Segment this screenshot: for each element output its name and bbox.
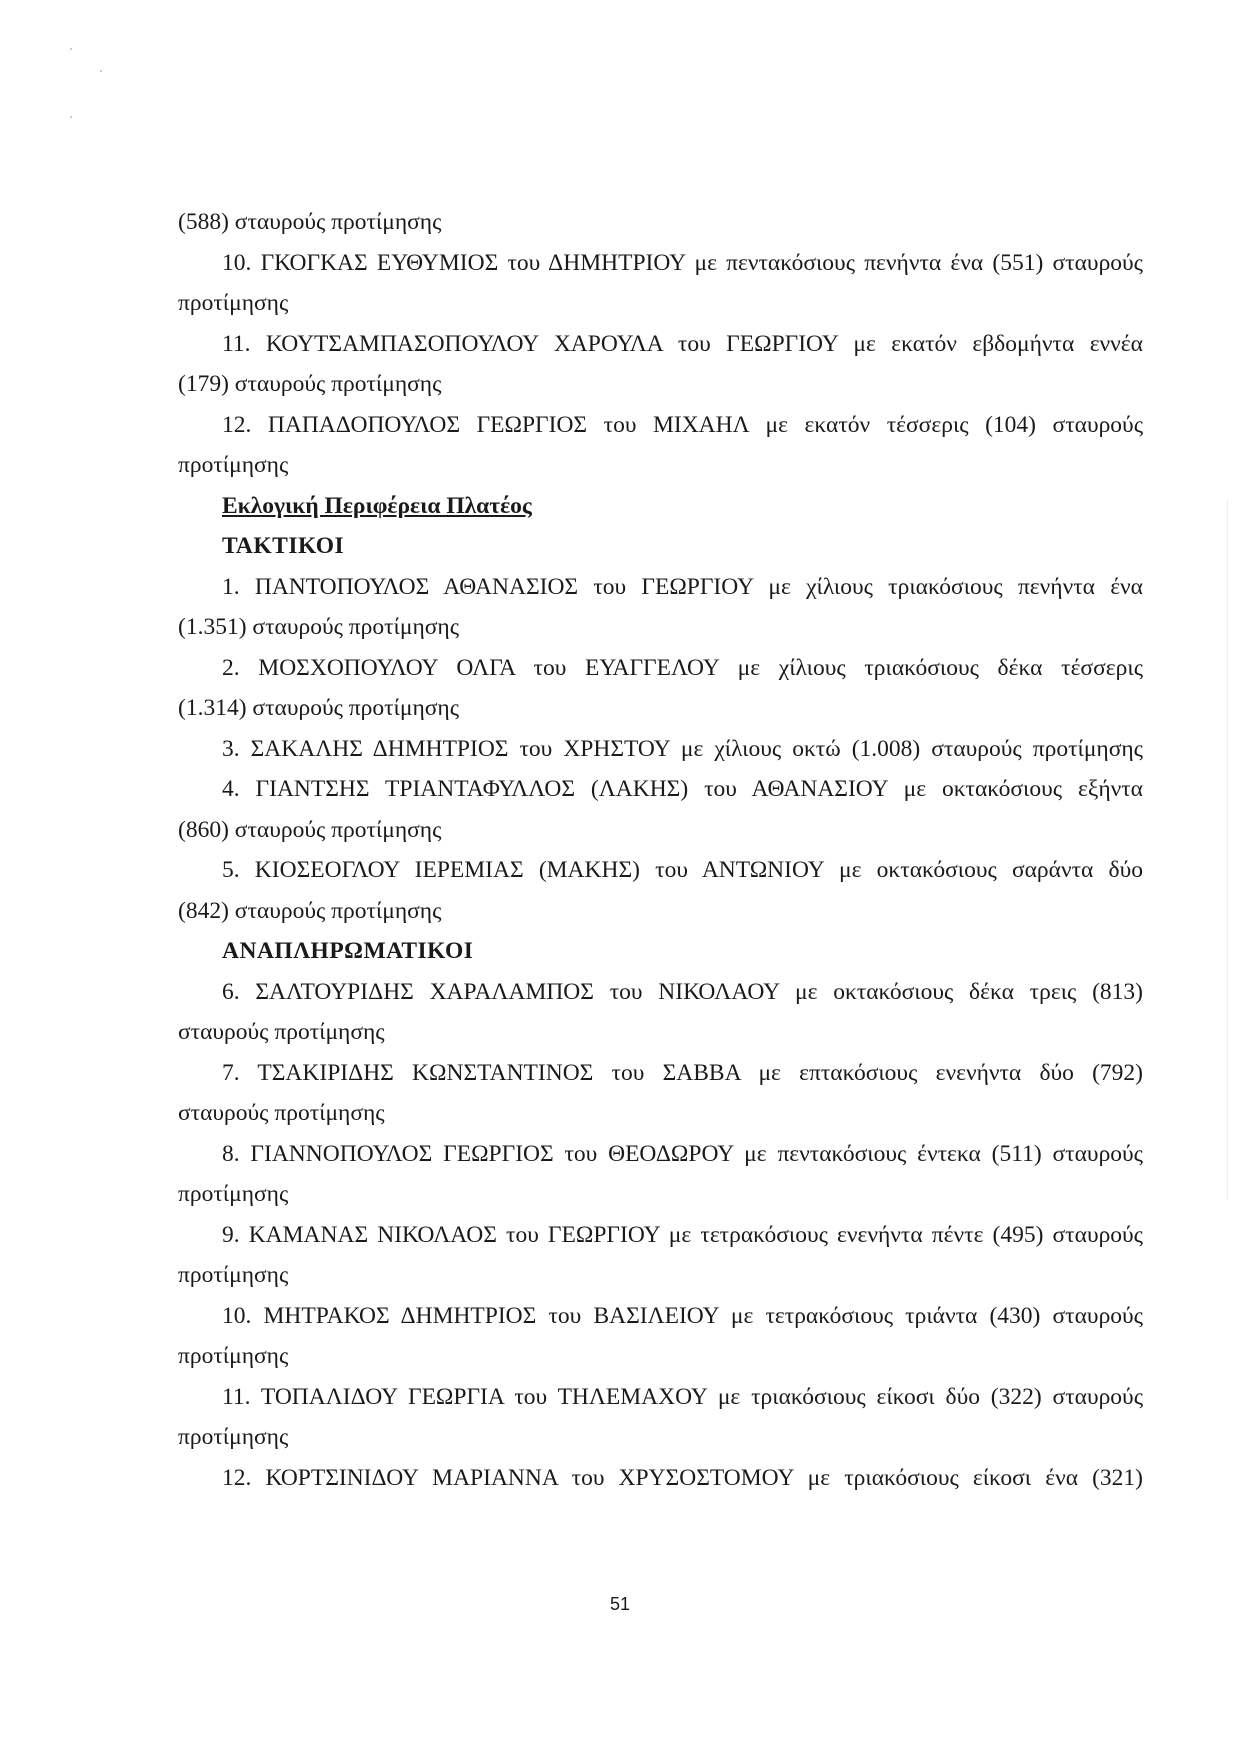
text-line: 2. ΜΟΣΧΟΠΟΥΛΟΥ ΟΛΓΑ του ΕΥΑΓΓΕΛΟΥ με χίλιους τριακόσιους δέκα τέσσερις	[222, 654, 1143, 681]
scan-speck	[100, 70, 102, 72]
section-heading: Εκλογική Περιφέρεια Πλατέος	[222, 492, 532, 519]
scan-speck	[70, 116, 72, 118]
document-body	[178, 202, 1143, 1498]
text-line: (179) σταυρούς προτίμησης	[178, 371, 442, 397]
text-line: προτίμησης	[178, 1262, 289, 1288]
text-line: 7. ΤΣΑΚΙΡΙΔΗΣ ΚΩΝΣΤΑΝΤΙΝΟΣ του ΣΑΒΒΑ με επτακόσιους ενενήντα δύο (792)	[222, 1059, 1143, 1086]
text-line: 11. ΚΟΥΤΣΑΜΠΑΣΟΠΟΥΛΟΥ ΧΑΡΟΥΛΑ του ΓΕΩΡΓΙΟΥ με εκατόν εβδομήντα εννέα	[222, 330, 1143, 357]
text-line: (588) σταυρούς προτίμησης	[178, 209, 442, 235]
text-line: (842) σταυρούς προτίμησης	[178, 897, 442, 924]
scan-speck	[70, 48, 72, 50]
text-line: 10. ΜΗΤΡΑΚΟΣ ΔΗΜΗΤΡΙΟΣ του ΒΑΣΙΛΕΙΟΥ με τετρακόσιους τριάντα (430) σταυρούς	[222, 1302, 1143, 1329]
section-heading: ΤΑΚΤΙΚΟΙ	[222, 533, 345, 559]
text-line: 8. ΓΙΑΝΝΟΠΟΥΛΟΣ ΓΕΩΡΓΙΟΣ του ΘΕΟΔΩΡΟΥ με πεντακόσιους έντεκα (511) σταυρούς	[222, 1140, 1143, 1167]
text-line: προτίμησης	[178, 1424, 289, 1450]
text-line: σταυρούς προτίμησης	[178, 1019, 385, 1045]
page-number: 51	[609, 1594, 631, 1614]
text-line: 4. ΓΙΑΝΤΣΗΣ ΤΡΙΑΝΤΑΦΥΛΛΟΣ (ΛΑΚΗΣ) του ΑΘΑΝΑΣΙΟΥ με οκτακόσιους εξήντα	[222, 776, 1143, 802]
text-line: 11. ΤΟΠΑΛΙΔΟΥ ΓΕΩΡΓΙΑ του ΤΗΛΕΜΑΧΟΥ με τριακόσιους είκοσι δύο (322) σταυρούς	[222, 1383, 1143, 1410]
scan-edge-marks	[1226, 500, 1228, 1200]
text-line: 9. ΚΑΜΑΝΑΣ ΝΙΚΟΛΑΟΣ του ΓΕΩΡΓΙΟΥ με τετρακόσιους ενενήντα πέντε (495) σταυρούς	[222, 1221, 1143, 1248]
text-line: (1.351) σταυρούς προτίμησης	[178, 614, 460, 640]
text-line: 5. ΚΙΟΣΕΟΓΛΟΥ ΙΕΡΕΜΙΑΣ (ΜΑΚΗΣ) του ΑΝΤΩΝΙΟΥ με οκτακόσιους σαράντα δύο	[222, 857, 1143, 883]
text-line: (860) σταυρούς προτίμησης	[178, 816, 442, 843]
text-line: 10. ΓΚΟΓΚΑΣ ΕΥΘΥΜΙΟΣ του ΔΗΜΗΤΡΙΟΥ με πεντακόσιους πενήντα ένα (551) σταυρούς	[222, 249, 1143, 276]
text-line: (1.314) σταυρούς προτίμησης	[178, 695, 460, 721]
text-line: προτίμησης	[178, 1181, 289, 1207]
text-line: 3. ΣΑΚΑΛΗΣ ΔΗΜΗΤΡΙΟΣ του ΧΡΗΣΤΟΥ με χίλιους οκτώ (1.008) σταυρούς προτίμησης	[222, 735, 1143, 762]
section-heading: ΑΝΑΠΛΗΡΩΜΑΤΙΚΟΙ	[222, 938, 474, 964]
text-line: προτίμησης	[178, 1343, 289, 1369]
text-line: 12. ΠΑΠΑΔΟΠΟΥΛΟΣ ΓΕΩΡΓΙΟΣ του ΜΙΧΑΗΛ με εκατόν τέσσερις (104) σταυρούς	[222, 411, 1143, 438]
text-line: 1. ΠΑΝΤΟΠΟΥΛΟΣ ΑΘΑΝΑΣΙΟΣ του ΓΕΩΡΓΙΟΥ με χίλιους τριακόσιους πενήντα ένα	[222, 573, 1143, 600]
text-line: 6. ΣΑΛΤΟΥΡΙΔΗΣ ΧΑΡΑΛΑΜΠΟΣ του ΝΙΚΟΛΑΟΥ με οκτακόσιους δέκα τρεις (813)	[222, 978, 1143, 1005]
text-line: προτίμησης	[178, 290, 289, 316]
text-line: 12. ΚΟΡΤΣΙΝΙΔΟΥ ΜΑΡΙΑΝΝΑ του ΧΡΥΣΟΣΤΟΜΟΥ με τριακόσιους είκοσι ένα (321)	[222, 1464, 1143, 1491]
text-line: προτίμησης	[178, 452, 289, 478]
text-line: σταυρούς προτίμησης	[178, 1100, 385, 1126]
